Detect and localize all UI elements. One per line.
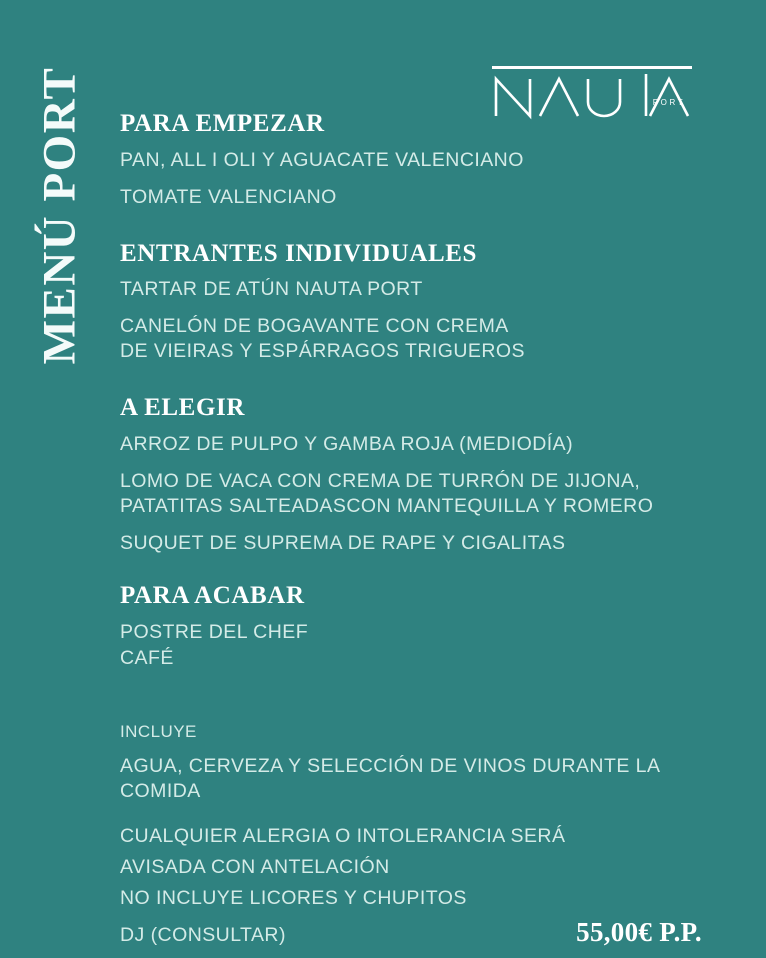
section-heading: ENTRANTES INDIVIDUALES <box>120 239 478 267</box>
section-heading: A ELEGIR <box>120 394 245 422</box>
footer-note: CUALQUIER ALERGIA O INTOLERANCIA SERÁ <box>120 825 566 848</box>
menu-item-line: CANELÓN DE BOGAVANTE CON CREMA <box>120 315 509 338</box>
menu-item: ARROZ DE PULPO Y GAMBA ROJA (MEDIODÍA) <box>120 433 574 456</box>
vertical-menu-title-text: MENÚ PORT <box>33 66 86 364</box>
menu-sections <box>120 110 740 670</box>
menu-item: CAFÉ <box>120 646 174 669</box>
menu-item-line: DE VIEIRAS Y ESPÁRRAGOS TRIGUEROS <box>120 340 525 363</box>
footer-note: AVISADA CON ANTELACIÓN <box>120 856 390 879</box>
menu-section-entrantes-individuales <box>120 240 740 365</box>
menu-item: TARTAR DE ATÚN NAUTA PORT <box>120 278 423 301</box>
menu-item <box>120 314 740 364</box>
includes-label: INCLUYE <box>120 722 197 741</box>
vertical-menu-title <box>0 55 120 375</box>
menu-item-line: PATATITAS SALTEADASCON MANTEQUILLA Y ROMERO <box>120 494 654 517</box>
footer-note-dj: DJ (CONSULTAR) <box>120 924 286 947</box>
menu-item: PAN, ALL I OLI Y AGUACATE VALENCIANO <box>120 148 524 171</box>
logo-port-text: PORT <box>652 98 686 107</box>
menu-item: SUQUET DE SUPREMA DE RAPE Y CIGALITAS <box>120 531 566 554</box>
menu-section-a-elegir <box>120 394 740 556</box>
footer-notes <box>120 824 740 948</box>
menu-price: 55,00€ P.P. <box>576 917 702 948</box>
menu-footer <box>120 722 740 948</box>
menu-item <box>120 469 740 519</box>
section-heading: PARA EMPEZAR <box>120 110 325 137</box>
section-heading: PARA ACABAR <box>120 581 305 609</box>
menu-item: POSTRE DEL CHEF <box>120 620 309 643</box>
includes-text: AGUA, CERVEZA Y SELECCIÓN DE VINOS DURANTE LA COMIDA <box>120 755 660 803</box>
menu-item-line: LOMO DE VACA CON CREMA DE TURRÓN DE JIJONA, <box>120 469 641 492</box>
menu-item: TOMATE VALENCIANO <box>120 185 337 208</box>
price-row <box>120 917 740 948</box>
menu-section-para-acabar <box>120 582 740 671</box>
footer-note: NO INCLUYE LICORES Y CHUPITOS <box>120 887 467 910</box>
menu-section-para-empezar <box>120 110 740 210</box>
